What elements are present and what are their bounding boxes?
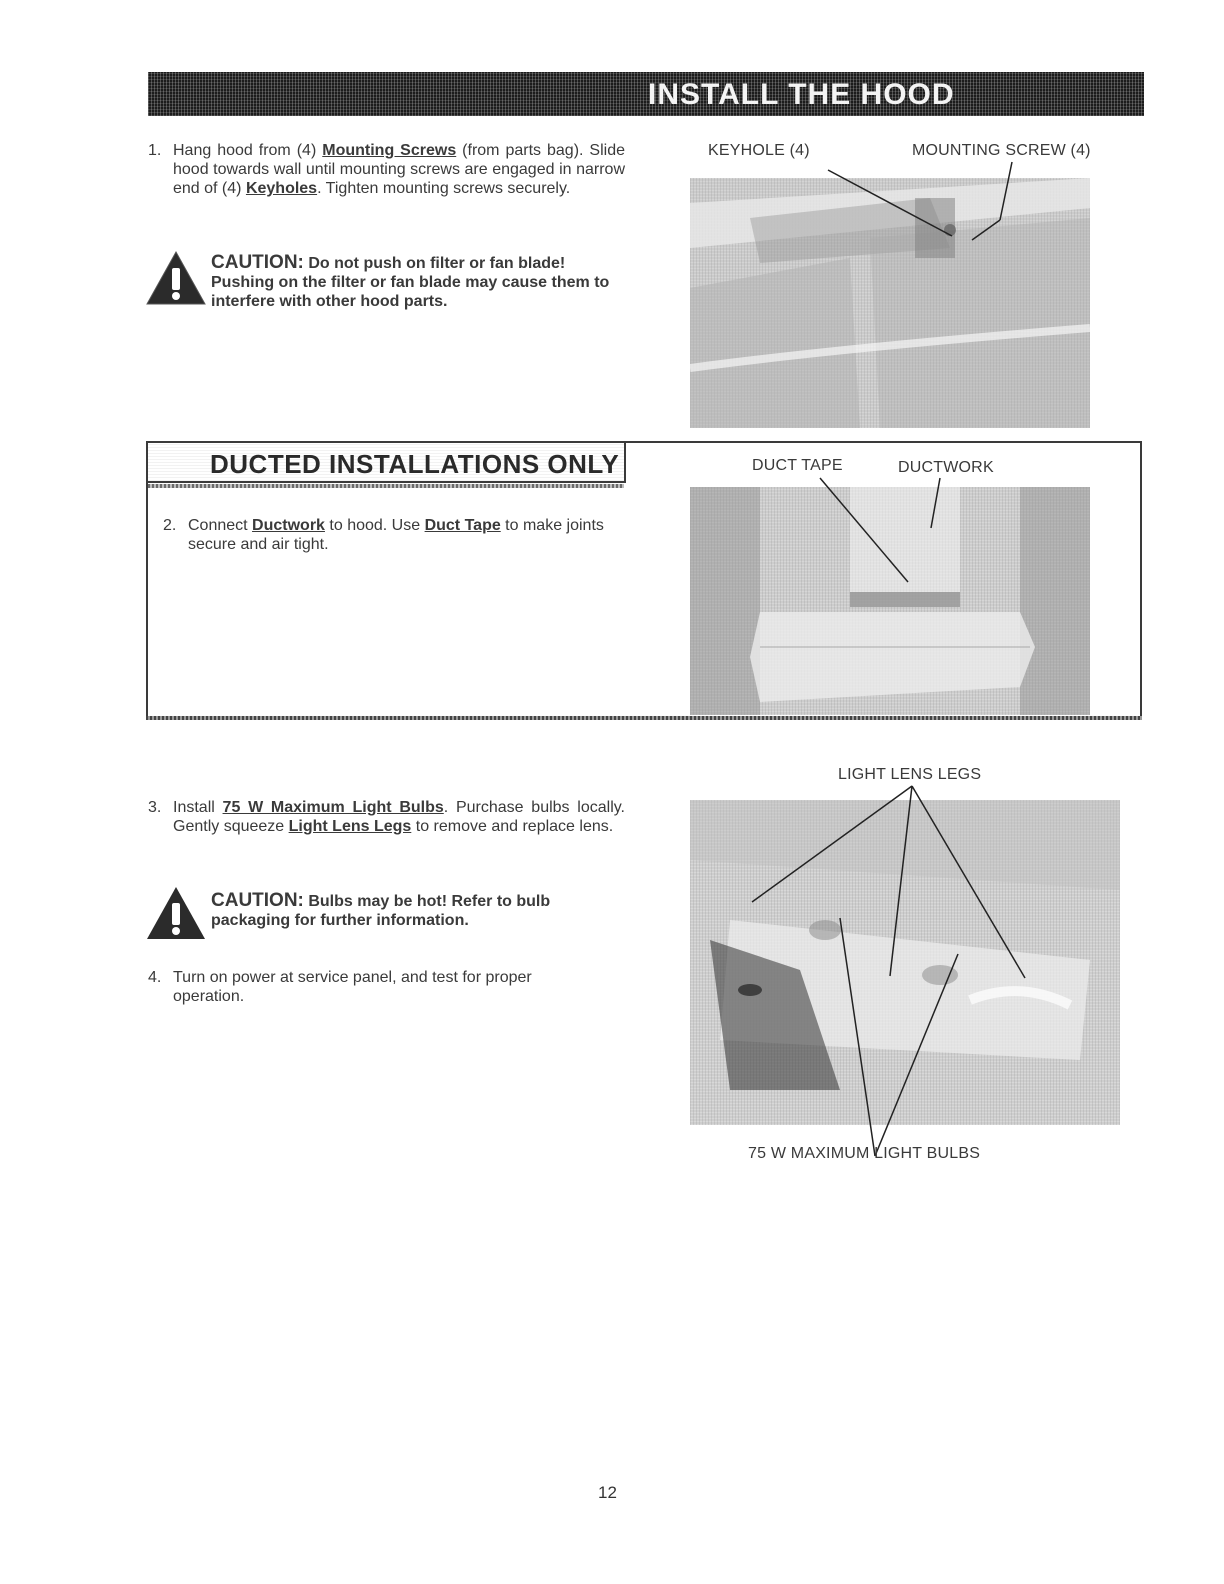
divider xyxy=(146,716,1142,720)
ductwork-label: DUCTWORK xyxy=(898,459,994,476)
step-text-part: Connect xyxy=(188,517,253,534)
step-number: 2. xyxy=(163,517,177,534)
mounting-screws-term: Mounting Screws xyxy=(322,142,457,159)
step-2 xyxy=(163,516,623,560)
caution-note-2 xyxy=(211,891,631,930)
step-number: 4. xyxy=(148,969,162,986)
divider xyxy=(148,484,624,488)
caution-text: Bulbs may be hot! Refer to bulb packaging for further information. xyxy=(211,893,551,929)
caution-label: CAUTION: xyxy=(211,890,304,911)
warning-icon xyxy=(145,885,207,941)
caution-note-1 xyxy=(211,253,631,311)
step-text xyxy=(173,798,625,836)
step-text-part: . Purchase bulbs locally. Gently squeeze xyxy=(173,799,626,835)
step-text xyxy=(188,516,618,554)
step-3 xyxy=(148,798,628,860)
step-text-part: Install xyxy=(173,799,223,816)
step-number: 1. xyxy=(148,142,162,159)
step-text-part: to remove and replace lens. xyxy=(411,818,614,835)
step-1 xyxy=(148,141,628,221)
step-number: 3. xyxy=(148,799,162,816)
step-text-part: to hood. Use xyxy=(324,517,425,534)
page-title: INSTALL THE HOOD xyxy=(648,78,955,111)
step-text xyxy=(173,141,625,198)
light-lens-legs-term: Light Lens Legs xyxy=(288,818,412,835)
keyhole-label: KEYHOLE (4) xyxy=(708,142,810,159)
step-4 xyxy=(148,968,628,1008)
mounting-screw-label: MOUNTING SCREW (4) xyxy=(912,142,1091,159)
caution-text: Do not push on filter or fan blade! Pushing on the filter or fan blade may cause them to interfere with other hood parts. xyxy=(211,255,610,310)
photo2-leader-lines xyxy=(690,470,1090,600)
step-text-part: (from parts bag). Slide hood towards wall until mounting screws are engaged in narrow end of (4) xyxy=(173,142,626,197)
step-text: Turn on power at service panel, and test for proper operation. xyxy=(173,969,532,1005)
light-bulbs-term: 75 W Maximum Light Bulbs xyxy=(222,799,444,816)
photo1-leader-lines xyxy=(690,150,1090,290)
step-text-part: Hang hood from (4) xyxy=(173,142,323,159)
title-banner xyxy=(148,72,1144,116)
page-number: 12 xyxy=(598,1483,617,1502)
duct-tape-label: DUCT TAPE xyxy=(752,457,843,474)
light-bulbs-label: 75 W MAXIMUM LIGHT BULBS xyxy=(748,1145,981,1162)
photo3-leader-lines xyxy=(690,780,1120,1160)
ductwork-term: Ductwork xyxy=(252,517,325,534)
caution-label: CAUTION: xyxy=(211,252,304,273)
step-text-part: . Tighten mounting screws securely. xyxy=(317,180,571,197)
step-text-part: to make joints secure and air tight. xyxy=(188,517,604,553)
duct-tape-term: Duct Tape xyxy=(424,517,501,534)
light-lens-legs-label: LIGHT LENS LEGS xyxy=(838,766,982,783)
warning-icon xyxy=(145,250,207,306)
ducted-title: DUCTED INSTALLATIONS ONLY xyxy=(210,449,620,479)
keyholes-term: Keyholes xyxy=(245,180,318,197)
ducted-header xyxy=(146,441,626,483)
